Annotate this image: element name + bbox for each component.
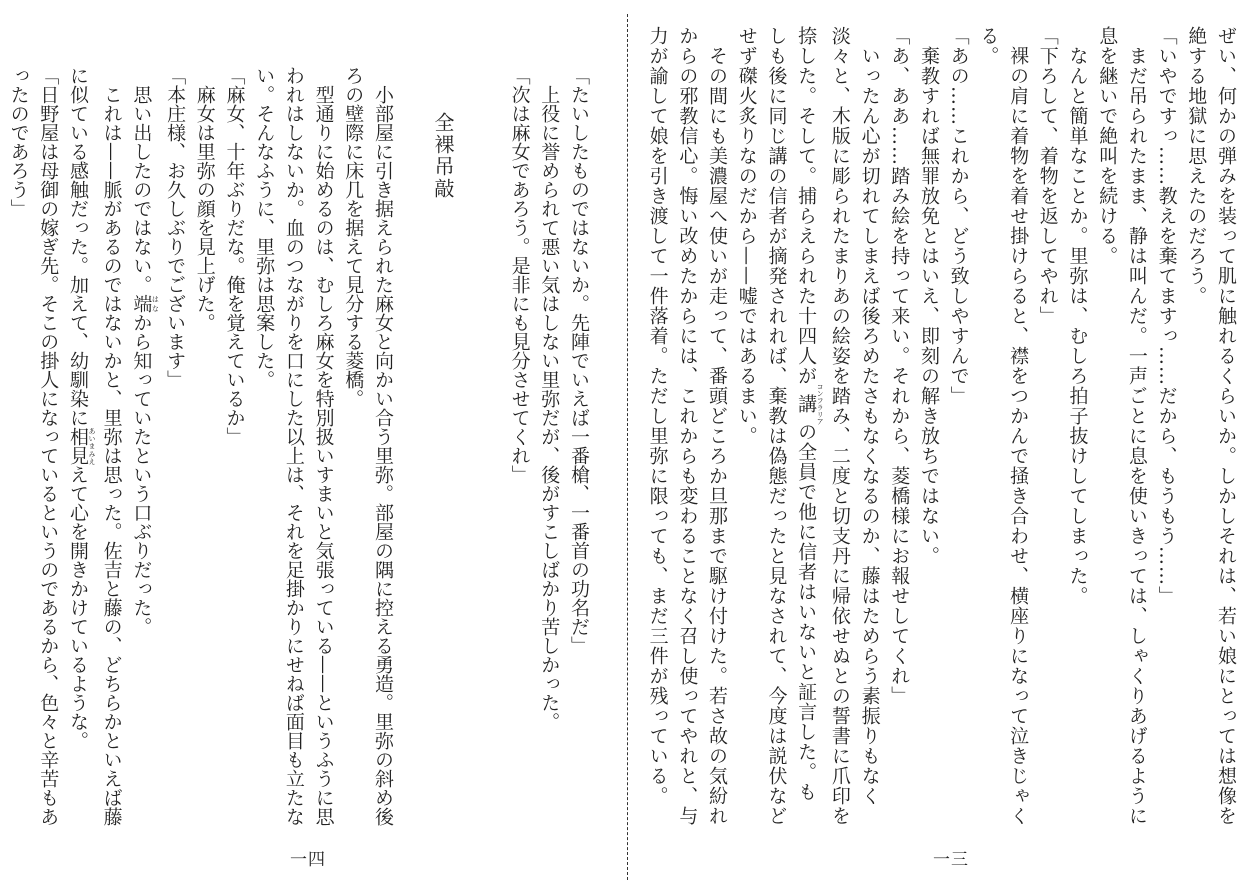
ruby-reading: あいまみえ bbox=[87, 427, 96, 465]
text-line bbox=[126, 66, 160, 836]
ruby-base: 相見 bbox=[66, 427, 89, 465]
text-line: 「あ、ああ……踏み絵を持って来い。それから、菱橋様にお報せしてくれ」 bbox=[888, 26, 911, 706]
text-line: 「たいしたものではないか。先陣でいえば一番槍、一番首の功名だ」 bbox=[568, 66, 590, 655]
text-line: いったん心が切れてしまえば後ろめたさもなくなるのか、藤はためらう素振りもなく bbox=[858, 26, 881, 806]
text-segment: の全員で他に信者はいないと証言した。も bbox=[795, 422, 818, 802]
text-line: 息を継いで絶叫を続ける。 bbox=[1096, 26, 1119, 266]
text-line bbox=[790, 26, 824, 831]
text-line: からの邪教信心。悔い改めたからには、これからも変わることなく召し使ってやれと、与 bbox=[676, 26, 699, 826]
text-line: ぜい、何かの弾みを装って肌に触れるくらいか。しかしそれは、若い娘にとっては想像を bbox=[1215, 26, 1237, 826]
left-page-text-top bbox=[504, 66, 593, 836]
text-line: い。そんなふうに、里弥は思案した。 bbox=[253, 66, 276, 389]
text-line: 裸の肩に着物を着せ掛けらると、襟をつかんで掻き合わせ、横座りになって泣きじゃく bbox=[1007, 26, 1030, 826]
text-line: せず磔火炙りなのだから——嘘ではあるまい。 bbox=[735, 26, 758, 446]
page-gutter-divider bbox=[627, 14, 628, 880]
text-segment: に似ている感触だった。加えて、幼馴染に bbox=[66, 66, 89, 427]
text-line: なんと簡単なことか。里弥は、むしろ拍子抜けしてしまった。 bbox=[1066, 26, 1089, 606]
ruby-annotation bbox=[66, 427, 96, 465]
text-line: 「あの……これから、どう致しやすんで」 bbox=[947, 26, 970, 406]
text-line: 「本庄様、お久しぶりでございます」 bbox=[164, 66, 187, 389]
text-line: これは——脈があるのではないかと、里弥は思った。佐吉と藤の、どちらかといえば藤 bbox=[100, 66, 123, 826]
text-line: 「いやですっ……教えを棄てますっ……だから、もうもう……」 bbox=[1155, 26, 1178, 606]
page-number-right: 一三 bbox=[933, 850, 969, 870]
text-line: 力が諭して娘を引き渡して一件落着。ただし里弥に限っても、まだ三件が残っている。 bbox=[646, 26, 669, 806]
text-line: 小部屋に引き据えられた麻女と向かい合う里弥。部屋の隅に控える勇造。里弥の斜め後 bbox=[372, 66, 394, 826]
text-line bbox=[62, 66, 96, 836]
text-line: しも後に同じ講の信者が摘発されれば、棄教は偽態だったと見なされて、今度は説伏など bbox=[765, 26, 788, 826]
text-segment: 思い出したのではない。 bbox=[130, 66, 153, 294]
text-line: 上役に誉められて悪い気はしない里弥だが、後がすこしばかり苦しかった。 bbox=[538, 66, 561, 731]
ruby-reading: コンフラリア bbox=[816, 383, 825, 425]
text-line: ったのであろう」 bbox=[7, 66, 30, 218]
text-line: 「次は麻女であろう。是非にも見分させてくれ」 bbox=[508, 66, 531, 484]
text-line: 淡々と、木版に彫られたまりあの絵姿を踏み、二度と切支丹に帰依せぬとの誓書に爪印を bbox=[828, 26, 851, 826]
text-line: る。 bbox=[977, 26, 1000, 66]
text-line: 型通りに始めるのは、むしろ麻女を特別扱いすまいと気張っている——というふうに思 bbox=[312, 66, 335, 826]
text-line: 「下ろして、着物を返してやれ」 bbox=[1036, 26, 1059, 326]
page-number-left: 一四 bbox=[290, 850, 326, 870]
ruby-annotation bbox=[130, 294, 160, 313]
text-line: ろの壁際に床几を据えて見分する菱橋。 bbox=[342, 66, 365, 408]
text-segment: から知っていたという口ぶりだった。 bbox=[130, 313, 153, 636]
ruby-annotation bbox=[795, 383, 825, 425]
left-page-text-body bbox=[3, 66, 397, 836]
text-segment: えて心を開きかけているような。 bbox=[66, 465, 89, 750]
text-line: 棄教すれば無罪放免とはいえ、即刻の解き放ちではない。 bbox=[917, 26, 940, 566]
ruby-reading: はな bbox=[151, 294, 160, 313]
ruby-base: 端 bbox=[130, 294, 153, 313]
text-line: われはしないか。血のつながりを口にした以上は、それを足掛かりにせねば面目も立たな bbox=[282, 66, 305, 826]
text-line: 「麻女、十年ぶりだな。俺を覚えているか」 bbox=[223, 66, 246, 446]
text-line: 麻女は里弥の顔を見上げた。 bbox=[193, 66, 216, 332]
text-line: その間にも美濃屋へ使いが走って、番頭どころか旦那まで駆け付けた。若さ故の気紛れ bbox=[706, 26, 729, 826]
text-line: まだ吊られたまま、静は叫んだ。一声ごとに息を使いきっては、しゃくりあげるように bbox=[1125, 26, 1148, 826]
chapter-title: 全裸吊敲 bbox=[431, 112, 455, 200]
right-page-text bbox=[642, 26, 1240, 831]
text-line: 「日野屋は母御の嫁ぎ先。そこの掛人になっているというのであるから、色々と辛苦もあ bbox=[37, 66, 60, 826]
text-segment: 捺した。そして。捕らえられた十四人が bbox=[795, 26, 818, 386]
ruby-base: 講 bbox=[795, 383, 818, 425]
text-line: 絶する地獄に思えたのだろう。 bbox=[1185, 26, 1208, 306]
